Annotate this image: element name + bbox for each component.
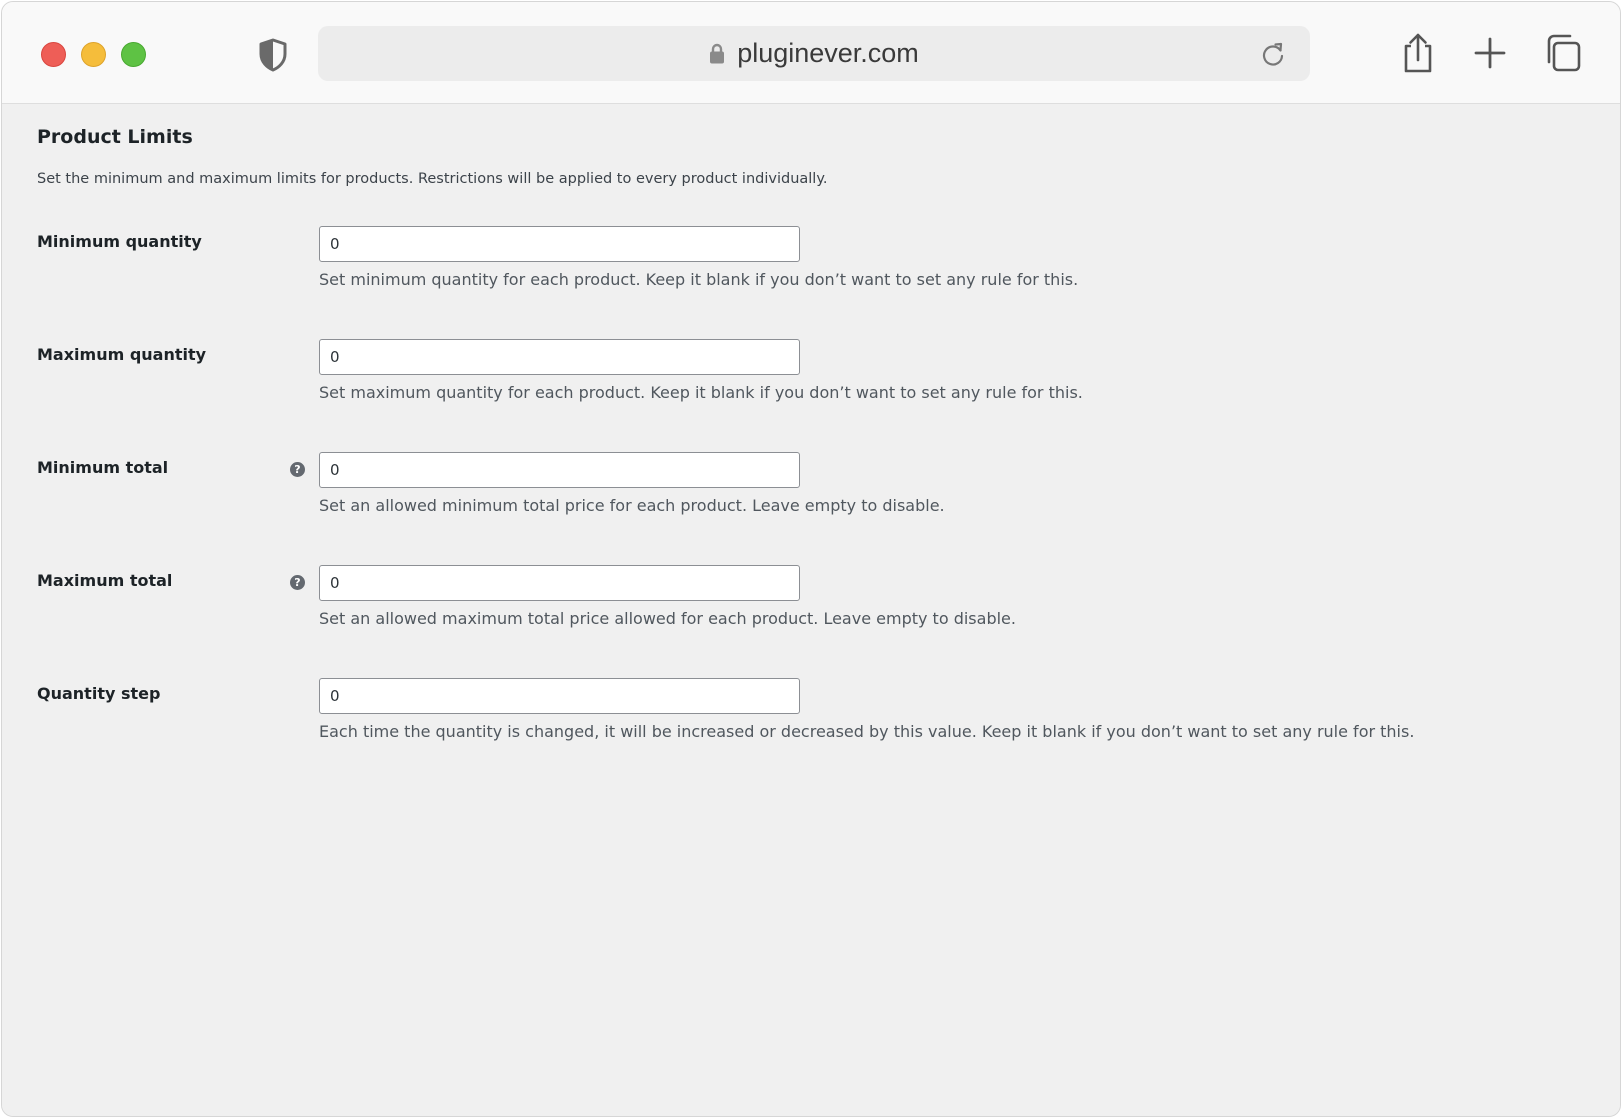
minimum-quantity-input[interactable] [319,226,800,262]
maximum-quantity-input[interactable] [319,339,800,375]
quantity-step-label: Quantity step [37,684,161,703]
shield-icon[interactable] [258,38,288,72]
maximum-quantity-label: Maximum quantity [37,345,207,364]
url-text: pluginever.com [737,38,919,68]
section-title: Product Limits [37,126,193,148]
lock-icon [709,42,725,64]
close-window-button[interactable] [41,42,66,67]
section-description: Set the minimum and maximum limits for products. Restrictions will be applied to every product individually. [37,171,828,187]
minimum-total-description: Set an allowed minimum total price for each product. Leave empty to disable. [319,496,945,515]
new-tab-icon[interactable] [1470,32,1510,74]
minimize-window-button[interactable] [81,42,106,67]
settings-content [2,104,1620,1116]
minimum-total-help-icon[interactable]: ? [290,462,305,477]
browser-window [1,1,1621,1117]
address-bar[interactable] [318,26,1310,81]
browser-toolbar [2,2,1620,104]
maximum-quantity-description: Set maximum quantity for each product. Keep it blank if you don’t want to set any rule for this. [319,383,1083,402]
maximum-total-input[interactable] [319,565,800,601]
minimum-quantity-description: Set minimum quantity for each product. Keep it blank if you don’t want to set any rule for this. [319,270,1079,289]
zoom-window-button[interactable] [121,42,146,67]
minimum-total-input[interactable] [319,452,800,488]
quantity-step-description: Each time the quantity is changed, it will be increased or decreased by this value. Keep it blank if you don’t want to set any rule for this. [319,722,1415,741]
share-icon[interactable] [1398,32,1438,74]
quantity-step-input[interactable] [319,678,800,714]
maximum-total-description: Set an allowed maximum total price allowed for each product. Leave empty to disable. [319,609,1016,628]
reload-icon[interactable] [1260,41,1286,67]
maximum-total-label: Maximum total [37,571,173,590]
minimum-total-label: Minimum total [37,458,169,477]
tabs-overview-icon[interactable] [1542,32,1582,74]
maximum-total-help-icon[interactable]: ? [290,575,305,590]
minimum-quantity-label: Minimum quantity [37,232,202,251]
